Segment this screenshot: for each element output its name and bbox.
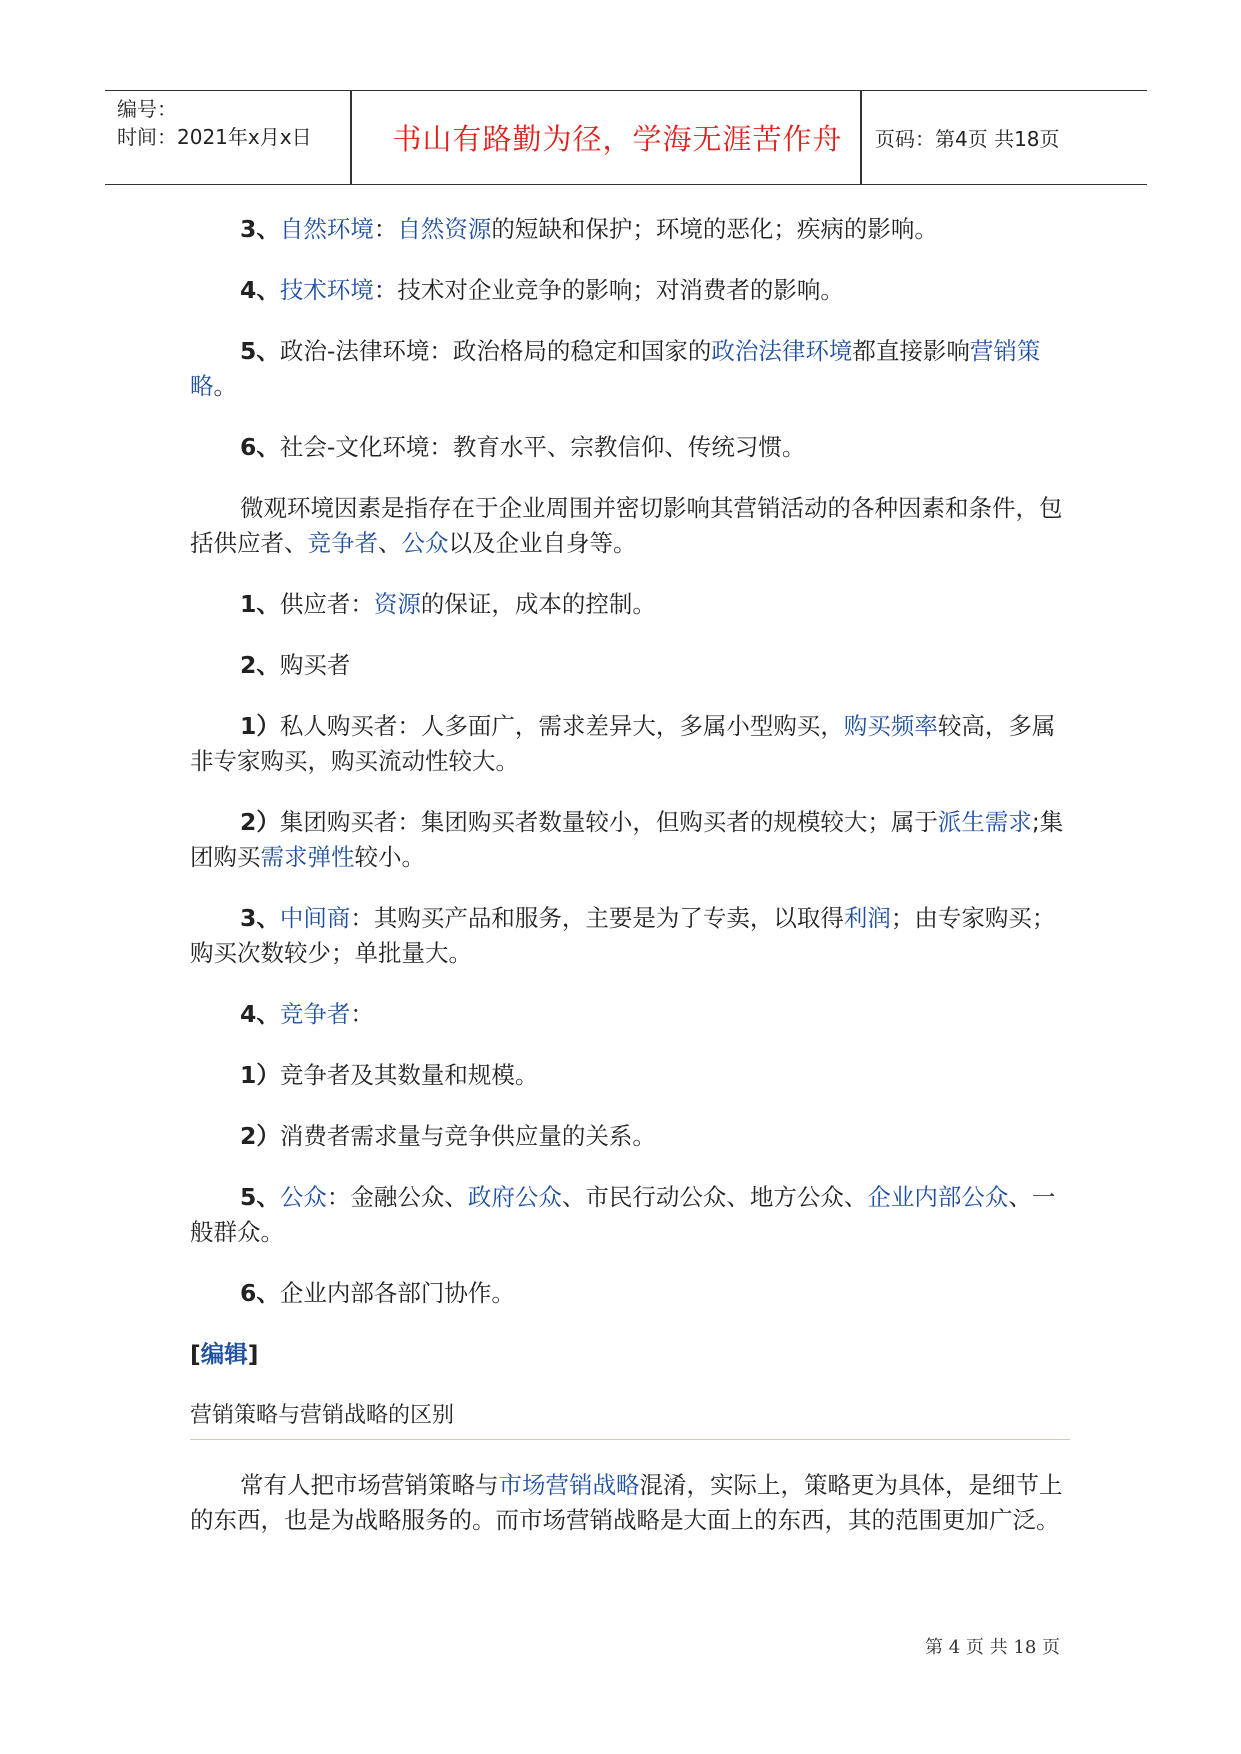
text: 较小。	[354, 843, 425, 871]
link-market-marketing-strategy[interactable]: 市场营销战略	[498, 1471, 640, 1499]
header-divider	[350, 91, 352, 184]
text: 供应者：	[279, 590, 374, 618]
item-number: 3、	[240, 904, 280, 932]
link-profit[interactable]: 利润	[843, 904, 891, 932]
item-number: 5、	[240, 1183, 280, 1211]
bracket: ]	[247, 1340, 259, 1368]
link-intermediary[interactable]: 中间商	[279, 904, 351, 932]
text: 的保证，成本的控制。	[420, 590, 656, 618]
link-purchase-frequency[interactable]: 购买频率	[843, 712, 938, 740]
edit-section	[190, 1337, 1070, 1372]
bracket: [	[190, 1340, 201, 1368]
text: 、市民行动公众、地方公众、	[561, 1183, 868, 1211]
paragraph	[190, 1276, 1070, 1311]
paragraph	[190, 1180, 1070, 1250]
item-number: 6、	[240, 1279, 280, 1307]
link-technology-environment[interactable]: 技术环境	[279, 276, 374, 304]
link-political-legal-environment[interactable]: 政治法律环境	[711, 337, 853, 365]
text: ;集团购买	[190, 808, 1064, 871]
paragraph	[190, 805, 1070, 875]
link-government-public[interactable]: 政府公众	[467, 1183, 562, 1211]
link-resources[interactable]: 资源	[373, 590, 421, 618]
page-header	[105, 90, 1147, 185]
text: 混淆，实际上，策略更为具体，是细节上的东西，也是为战略服务的。而市场营销战略是大面上的东西，其的范围更加广泛。	[190, 1471, 1063, 1534]
item-number: 4、	[240, 276, 280, 304]
paragraph	[190, 587, 1070, 622]
link-public[interactable]: 公众	[279, 1183, 327, 1211]
link-marketing-strategy[interactable]: 营销策略	[190, 337, 1041, 400]
text: ：	[373, 215, 398, 243]
item-number: 2、	[240, 651, 280, 679]
text: 政治-法律环境：政治格局的稳定和国家的	[279, 337, 712, 365]
page-footer: 第 4 页 共 18 页	[925, 1637, 1060, 1658]
header-meta	[117, 95, 312, 151]
link-competitors[interactable]: 竞争者	[307, 529, 378, 557]
item-number: 2）	[240, 1122, 280, 1150]
text: ：其购买产品和服务，主要是为了专卖，以取得	[350, 904, 844, 932]
text: 、	[378, 529, 402, 557]
item-number: 3、	[240, 215, 280, 243]
link-public[interactable]: 公众	[401, 529, 449, 557]
text: ：	[350, 1000, 374, 1028]
text: 购买者	[279, 651, 351, 679]
text: 消费者需求量与竞争供应量的关系。	[279, 1122, 656, 1150]
paragraph	[190, 997, 1070, 1032]
paragraph	[190, 491, 1070, 561]
text: 。	[213, 372, 237, 400]
document-number-label: 编号：	[117, 97, 177, 121]
item-number: 2）	[240, 808, 280, 836]
paragraph	[190, 212, 1070, 247]
item-number: 6、	[240, 433, 280, 461]
text: 以及企业自身等。	[448, 529, 637, 557]
link-internal-public[interactable]: 企业内部公众	[867, 1183, 1009, 1211]
text: 都直接影响	[852, 337, 970, 365]
edit-link[interactable]: 编辑	[200, 1340, 248, 1368]
paragraph	[190, 901, 1070, 971]
paragraph	[190, 648, 1070, 683]
text: 企业内部各部门协作。	[279, 1279, 515, 1307]
text: 竞争者及其数量和规模。	[279, 1061, 539, 1089]
item-number: 4、	[240, 1000, 280, 1028]
text: 私人购买者：人多面广，需求差异大，多属小型购买，	[279, 712, 844, 740]
paragraph	[190, 273, 1070, 308]
item-number: 5、	[240, 337, 280, 365]
text: 较高，多属非专家购买，购买流动性较大。	[190, 712, 1056, 775]
item-number: 1）	[240, 712, 280, 740]
item-number: 1、	[240, 590, 280, 618]
header-motto: 书山有路勤为径，学海无涯苦作舟	[392, 122, 843, 156]
section-heading: 营销策略与营销战略的区别	[190, 1398, 1070, 1440]
document-body	[190, 212, 1070, 1564]
link-natural-resources[interactable]: 自然资源	[397, 215, 492, 243]
text: 、一般群众。	[190, 1183, 1056, 1246]
text: ；由专家购买；购买次数较少；单批量大。	[190, 904, 1056, 967]
item-number: 1）	[240, 1061, 280, 1089]
text: ：技术对企业竞争的影响；对消费者的影响。	[373, 276, 844, 304]
link-competitors[interactable]: 竞争者	[279, 1000, 351, 1028]
link-natural-environment[interactable]: 自然环境	[279, 215, 374, 243]
header-divider	[860, 91, 862, 184]
link-derived-demand[interactable]: 派生需求	[937, 808, 1032, 836]
text: 的短缺和保护；环境的恶化；疾病的影响。	[491, 215, 938, 243]
paragraph	[190, 334, 1070, 404]
header-page-label: 页码：第4页 共18页	[875, 127, 1060, 151]
text: ：金融公众、	[326, 1183, 468, 1211]
paragraph	[190, 1058, 1070, 1093]
paragraph	[190, 1468, 1070, 1538]
document-time-label: 时间：2021年x月x日	[117, 125, 312, 149]
text: 社会-文化环境：教育水平、宗教信仰、传统习惯。	[279, 433, 806, 461]
link-demand-elasticity[interactable]: 需求弹性	[260, 843, 355, 871]
text: 集团购买者：集团购买者数量较小，但购买者的规模较大；属于	[279, 808, 938, 836]
paragraph	[190, 709, 1070, 779]
text: 微观环境因素是指存在于企业周围并密切影响其营销活动的各种因素和条件，包括供应者、	[190, 494, 1063, 557]
paragraph	[190, 1119, 1070, 1154]
text: 常有人把市场营销策略与	[240, 1471, 499, 1499]
paragraph	[190, 430, 1070, 465]
